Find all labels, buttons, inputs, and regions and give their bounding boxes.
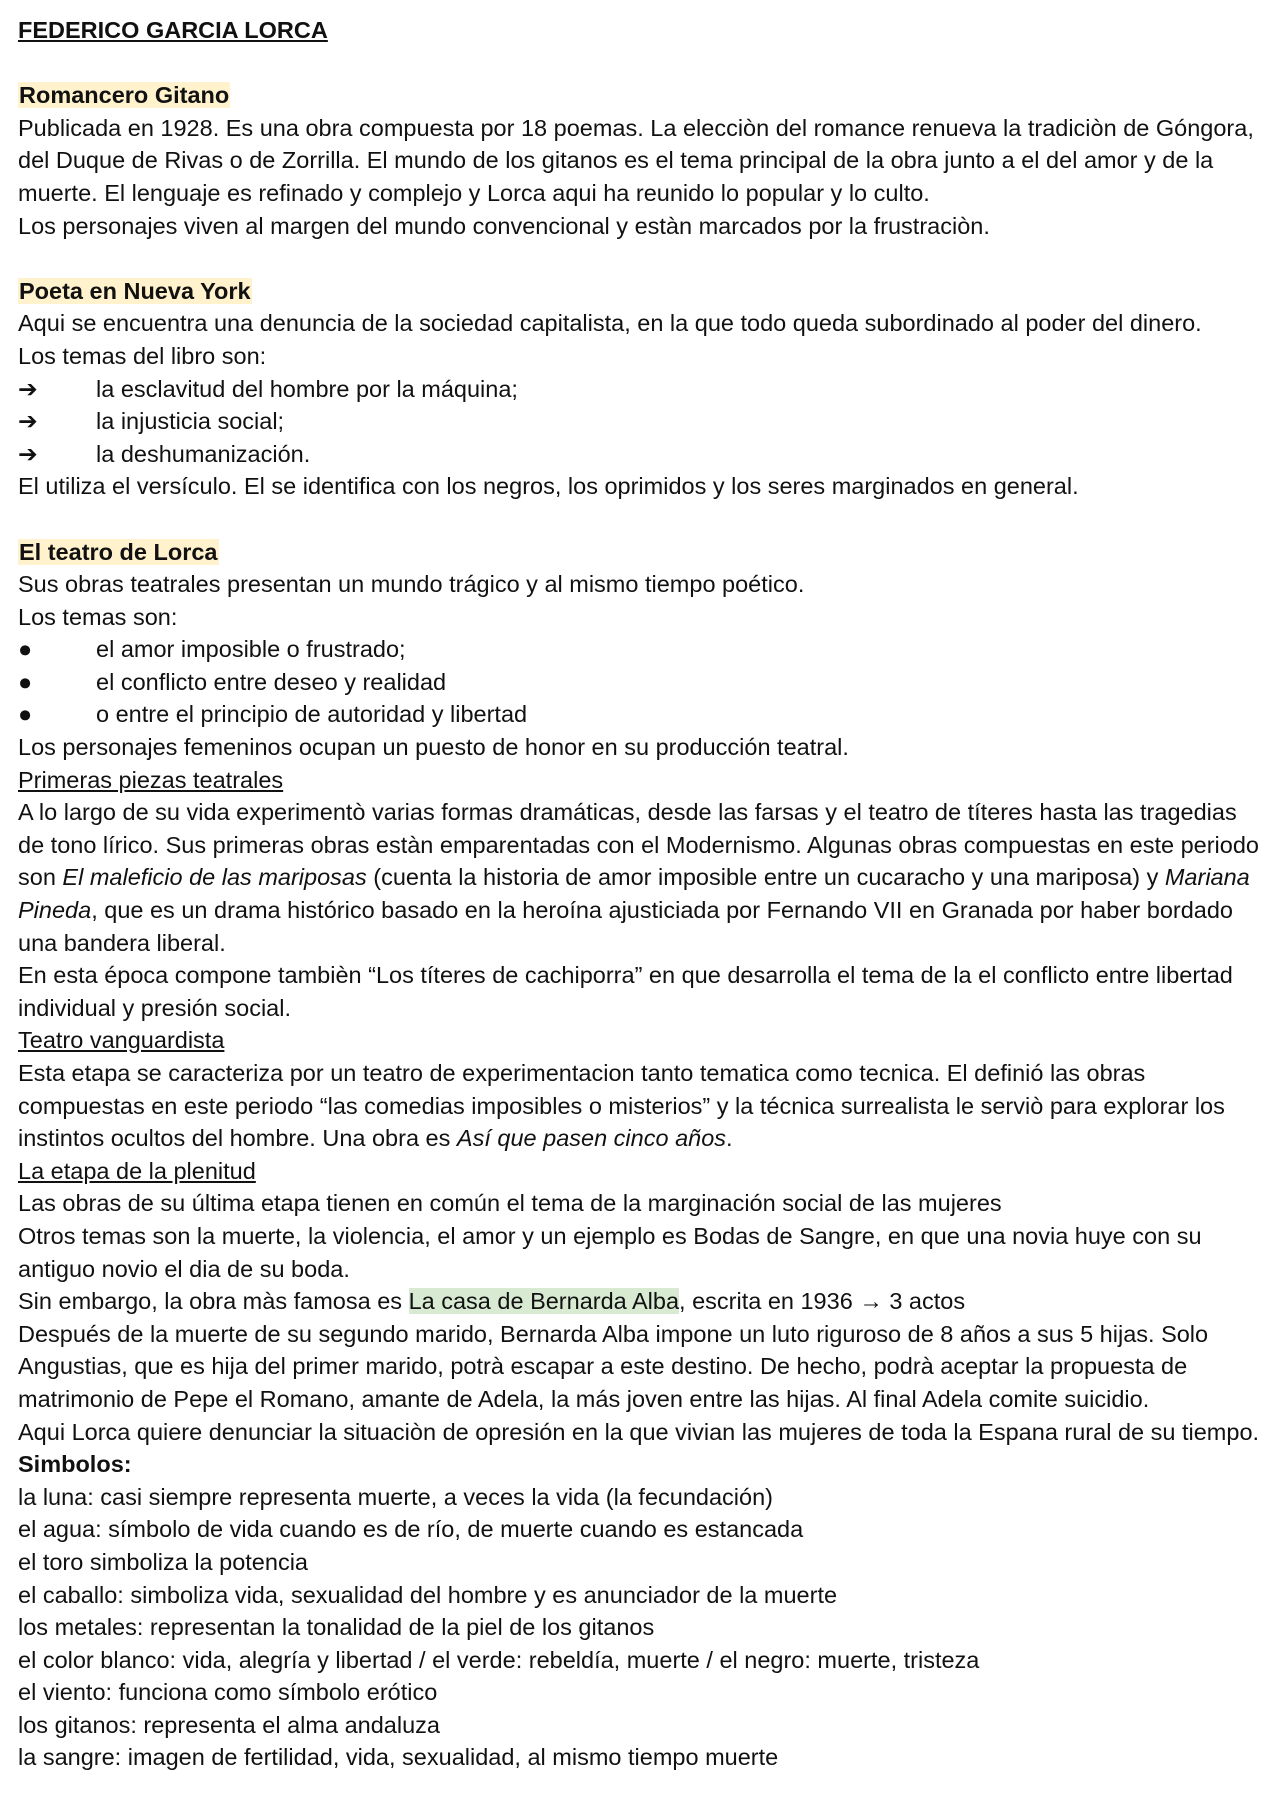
plenitud-paragraph-5: Aqui Lorca quiere denunciar la situaciòn de opresión en la que vivian las mujeres de toda la Espana rural de su tiempo. [18,1418,1260,1445]
arrow-bullet-icon: ➔ [18,440,38,467]
vanguardista-paragraph-1: Esta etapa se caracteriza por un teatro de experimentacion tanto tematica como tecnica. El definió las obras compuestas en este periodo “las comedias imposibles o misterios” y la técnica surrealista le serviò para explorar los instintos ocultos del hombre. Una obra es Así que pasen cinco años. [18,1060,1225,1152]
subheading-etapa-plenitud: La etapa de la plenitud [18,1157,256,1184]
spacer [18,503,1262,536]
symbol-item: la luna: casi siempre representa muerte, a veces la vida (la fecundación) [18,1483,773,1510]
list-item [18,438,1262,471]
document-title: FEDERICO GARCIA LORCA [18,17,328,43]
list-item [18,633,1262,666]
arrow-bullet-icon: ➔ [18,408,38,435]
list-item [18,666,1262,699]
subheading-teatro-vanguardista: Teatro vanguardista [18,1027,225,1054]
dot-bullet-icon: ● [18,701,33,728]
list-item-text: la injusticia social; [96,408,285,435]
primeras-paragraph-2: En esta época compone tambièn “Los títeres de cachiporra” en que desarrolla el tema de la el conflicto entre libertad individual y presión social. [18,962,1233,1021]
symbol-item: los gitanos: representa el alma andaluza [18,1711,440,1738]
work-title-maleficio: El maleficio de las mariposas [62,864,367,891]
heading-simbolos: Simbolos: [18,1451,132,1478]
symbol-item: el agua: símbolo de vida cuando es de río, de muerte cuando es estancada [18,1516,804,1543]
symbol-item: el viento: funciona como símbolo erótico [18,1679,438,1706]
list-item-text: o entre el principio de autoridad y libertad [96,701,528,728]
highlight-bernarda-alba: La casa de Bernarda Alba [408,1288,680,1315]
work-title-asi-que-pasen: Así que pasen cinco años [456,1125,727,1152]
subheading-primeras-piezas: Primeras piezas teatrales [18,766,284,793]
symbol-item: la sangre: imagen de fertilidad, vida, sexualidad, al mismo tiempo muerte [18,1744,779,1771]
list-item [18,698,1262,731]
teatro-paragraph-2: Los temas son: [18,603,178,630]
spacer [18,47,1262,80]
dot-bullet-icon: ● [18,636,33,663]
spacer [18,242,1262,275]
plenitud-paragraph-4: Después de la muerte de su segundo marido, Bernarda Alba impone un luto riguroso de 8 años a sus 5 hijas. Solo Angustias, que es hija del primer marido, potrà escapar a este destino. De hecho, podrà aceptar la propuesta de matrimonio de Pepe el Romano, amante de Adela, la más joven entre las hijas. Al final Adela comite suicidio. [18,1320,1209,1412]
romancero-paragraph-1: Publicada en 1928. Es una obra compuesta por 18 poemas. La elecciòn del romance renueva la tradiciòn de Góngora, del Duque de Rivas o de Zorrilla. El mundo de los gitanos es el tema principal de la obra junto a el del amor y de la muerte. El lenguaje es refinado y complejo y Lorca aqui ha reunido lo popular y lo culto. [18,114,1254,206]
primeras-paragraph-1: A lo largo de su vida experimentò varias formas dramáticas, desde las farsas y el teatro de títeres hasta las tragedias de tono lírico. Sus primeras obras estàn emparentadas con el Modernismo. Algunas obras compuestas en este periodo son El maleficio de las mariposas (cuenta la historia de amor imposible entre un cucaracho y una mariposa) y Mariana Pineda, que es un drama histórico basado en la heroína ajusticiada por Fernando VII en Granada por haber bordado una bandera liberal. [18,799,1259,956]
list-item-text: el conflicto entre deseo y realidad [96,668,447,695]
heading-teatro-de-lorca: El teatro de Lorca [19,538,218,565]
list-item-text: la esclavitud del hombre por la máquina; [96,375,518,402]
teatro-paragraph-1: Sus obras teatrales presentan un mundo trágico y al mismo tiempo poético. [18,571,805,598]
teatro-paragraph-3: Los personajes femeninos ocupan un puesto de honor en su producción teatral. [18,734,849,761]
plenitud-paragraph-1: Las obras de su última etapa tienen en común el tema de la marginación social de las mujeres [18,1190,1002,1217]
dot-bullet-icon: ● [18,668,33,695]
work-title-mariana-pineda: Mariana Pineda [18,864,1250,924]
symbol-item: el caballo: simboliza vida, sexualidad del hombre y es anunciador de la muerte [18,1581,838,1608]
list-item [18,373,1262,406]
plenitud-paragraph-3: Sin embargo, la obra màs famosa es La casa de Bernarda Alba, escrita en 1936 → 3 actos [18,1288,966,1315]
arrow-bullet-icon: ➔ [18,375,38,402]
list-item-text: el amor imposible o frustrado; [96,636,406,663]
symbol-item: los metales: representan la tonalidad de la piel de los gitanos [18,1614,655,1641]
poeta-paragraph-1: Aqui se encuentra una denuncia de la sociedad capitalista, en la que todo queda subordinado al poder del dinero. [18,310,1202,337]
symbol-item: el color blanco: vida, alegría y libertad / el verde: rebeldía, muerte / el negro: muerte, tristeza [18,1646,980,1673]
poeta-paragraph-2: Los temas del libro son: [18,342,267,369]
heading-romancero-gitano: Romancero Gitano [19,82,230,109]
list-item [18,405,1262,438]
list-item-text: la deshumanización. [96,440,311,467]
symbol-item: el toro simboliza la potencia [18,1548,308,1575]
heading-poeta-en-nueva-york: Poeta en Nueva York [19,277,251,304]
poeta-paragraph-3: El utiliza el versículo. El se identifica con los negros, los oprimidos y los seres marginados en general. [18,473,1079,500]
plenitud-paragraph-2: Otros temas son la muerte, la violencia, el amor y un ejemplo es Bodas de Sangre, en que una novia huye con su antiguo novio el dia de su boda. [18,1222,1202,1282]
romancero-paragraph-2: Los personajes viven al margen del mundo convencional y estàn marcados por la frustraciòn. [18,212,990,239]
